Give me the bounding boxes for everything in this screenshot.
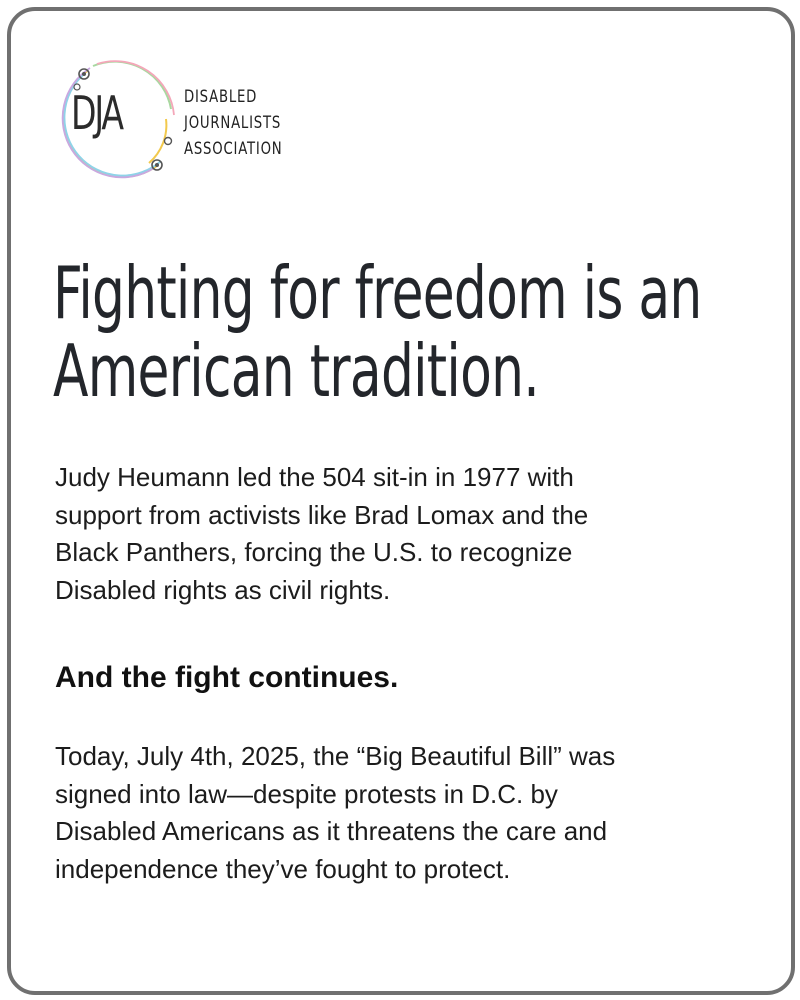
paragraph-line: signed into law—despite protests in D.C. by [55, 778, 558, 809]
logo-line: DISABLED [184, 87, 258, 107]
post-card [7, 7, 795, 995]
page-title [53, 251, 702, 413]
paragraph-line: Judy Heumann led the 504 sit-in in 1977 with [55, 462, 574, 492]
subheading: And the fight continues. [55, 661, 399, 694]
paragraph-line: Disabled Americans as it threatens the care and [55, 816, 608, 846]
headline-line: American tradition. [53, 329, 539, 413]
paragraph-line: support from activists like Brad Lomax and the [55, 499, 589, 530]
logo-line: JOURNALISTS [184, 113, 282, 133]
logo-wordmark [184, 84, 282, 162]
paragraph-line: Today, July 4th, 2025, the “Big Beautiful Bill” was [55, 741, 616, 771]
paragraph-line: Black Panthers, forcing the U.S. to recognize [55, 537, 573, 567]
logo-line: ASSOCIATION [184, 139, 283, 159]
paragraph-line: independence they’ve fought to protect. [55, 853, 511, 884]
paragraph-history [55, 459, 755, 609]
dja-logo [53, 57, 293, 181]
headline-line: Fighting for freedom is an [53, 251, 702, 335]
paragraph-today [55, 738, 755, 888]
paragraph-line: Disabled rights as civil rights. [55, 574, 391, 605]
logo-mark: DJA [71, 86, 122, 140]
